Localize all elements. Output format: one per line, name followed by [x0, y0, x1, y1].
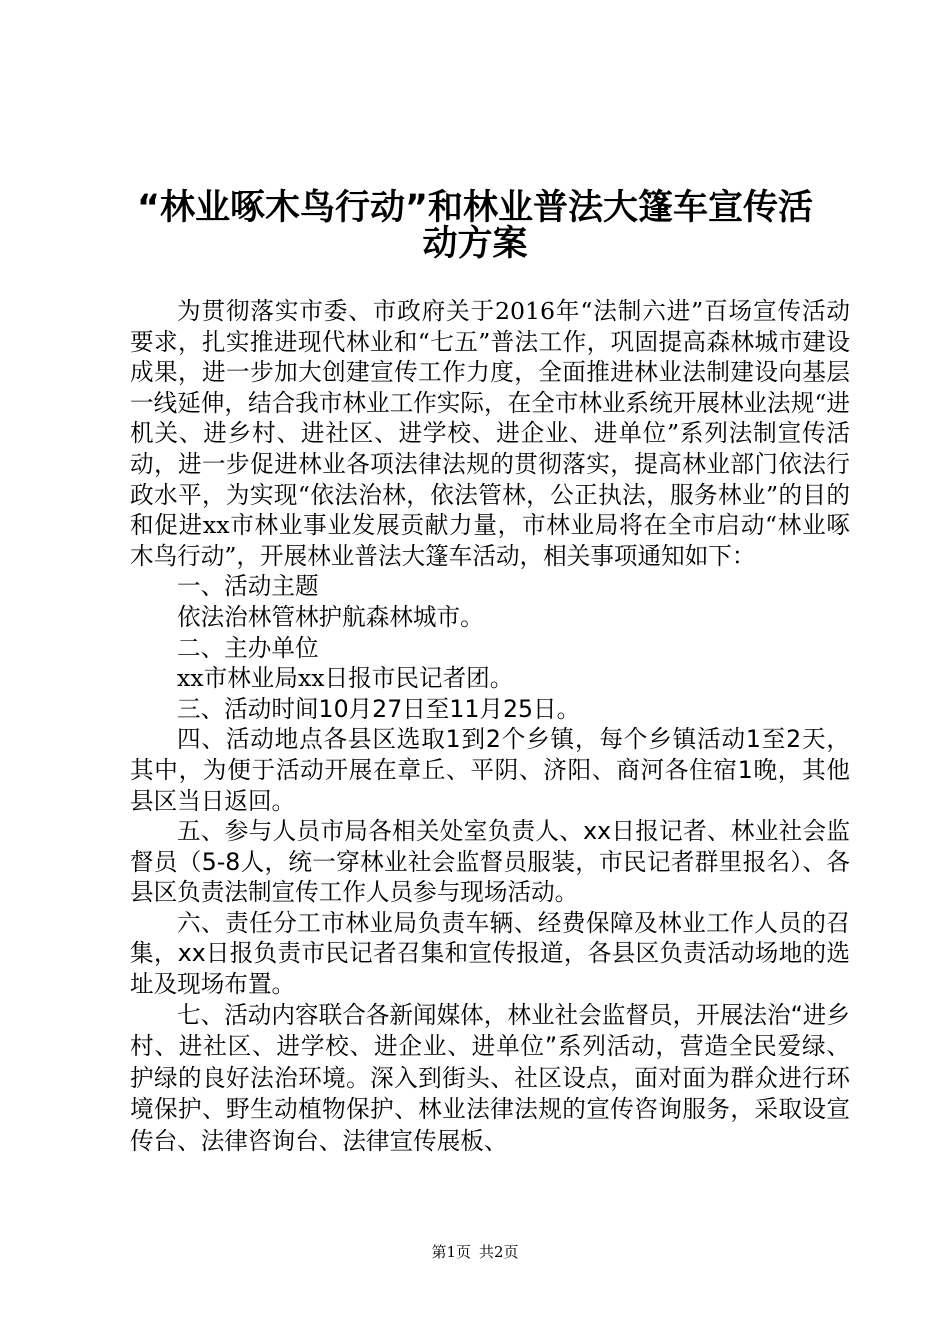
section6-paragraph: 六、责任分工市林业局负责车辆、经费保障及林业工作人员的召集，xx日报负责市民记者召集和宣传报道，各县区负责活动场地的选址及现场布置。	[130, 908, 850, 999]
section1-heading: 一、活动主题	[177, 572, 319, 601]
intro-paragraph: 为贯彻落实市委、市政府关于2016年“法制六进”百场宣传活动要求，扎实推进现代林业和“七五”普法工作，巩固提高森林城市建设成果，进一步加大创建宣传工作力度，全面推进林业法制建设向基层一线延伸，结合我市林业工作实际，在全市林业系统开展林业法规“进机关、进乡村、进社区、进学校、进企业、进单位”系列法制宣传活动，进一步促进林业各项法律法规的贯彻落实，提高林业部门依法行政水平，为实现“依法治林，依法管林，公正执法，服务林业”的目的和促进xx市林业事业发展贡献力量，市林业局将在全市启动“林业啄木鸟行动”，开展林业普法大篷车活动，相关事项通知如下：	[130, 297, 850, 570]
section5-paragraph: 五、参与人员市局各相关处室负责人、xx日报记者、林业社会监督员（5-8人，统一穿林业社会监督员服装，市民记者群里报名）、各县区负责法制宣传工作人员参与现场活动。	[130, 817, 850, 907]
section7-detail-text: 深入到街头、社区设点，面对面为群众进行环境保护、野生动植物保护、林业法律法规的宣传咨询服务，采取设宣传台、法律咨询台、法律宣传展板、	[130, 1063, 850, 1156]
section7-lead-text: 七、活动内容联合各新闻媒体，林业社会监督员，开展法治“进乡村、进社区、进学校、进企业、进单位”系列活动，营造全民爱绿、护绿的良好法治环境。	[130, 1000, 850, 1092]
section2-heading: 二、主办单位	[177, 633, 319, 662]
section3-paragraph: 三、活动时间10月27日至11月25日。	[177, 694, 581, 723]
page-total: 共2页	[479, 1243, 519, 1261]
section2-text: xx市林业局xx日报市民记者团。	[177, 664, 514, 693]
section4-paragraph: 四、活动地点各县区选取1到2个乡镇，每个乡镇活动1至2天，其中，为便于活动开展在章丘、平阴、济阳、商河各住宿1晚，其他县区当日返回。	[130, 725, 850, 815]
document-title-line2: 动方案	[422, 224, 528, 264]
document-title-line1: “林业啄木鸟行动”和林业普法大篷车宣传活	[136, 188, 813, 228]
page-number: 第1页	[431, 1243, 471, 1261]
page-footer	[0, 1242, 950, 1262]
section1-text: 依法治林管林护航森林城市。	[177, 602, 484, 631]
section7-paragraph	[130, 1000, 850, 1158]
document-body	[130, 296, 850, 1158]
